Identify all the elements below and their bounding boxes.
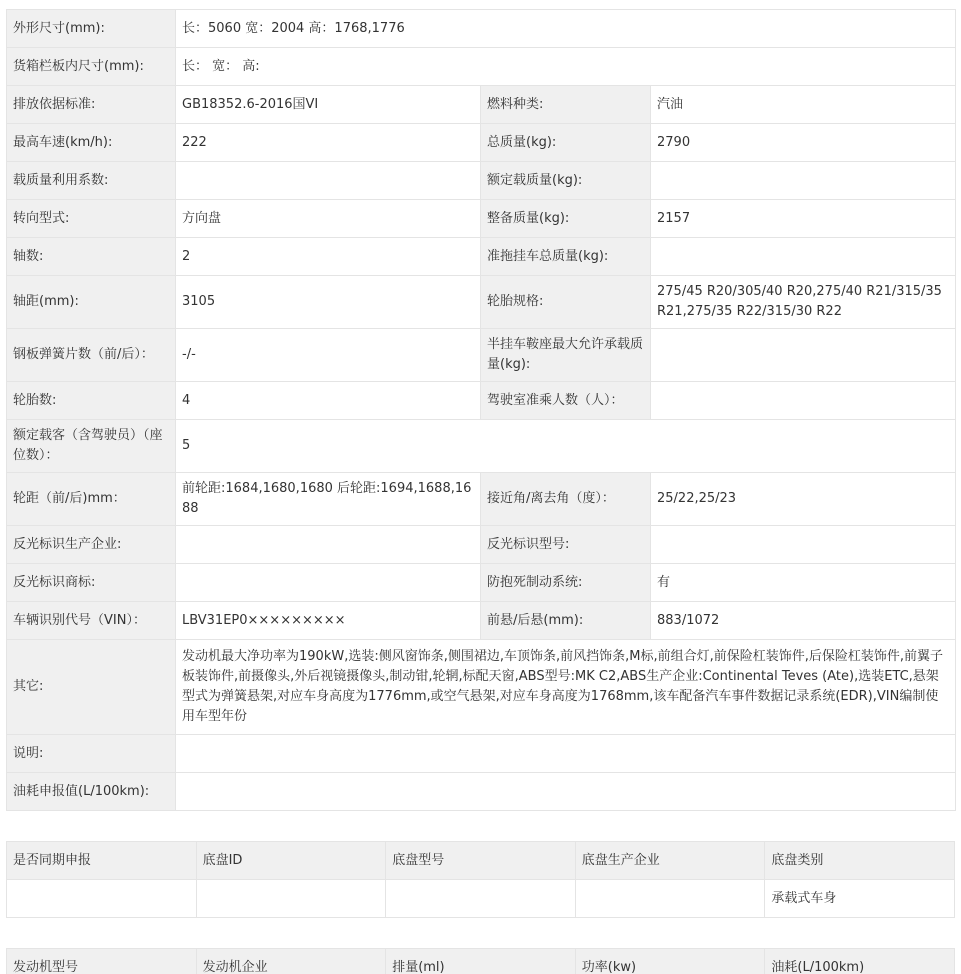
chassis-cell xyxy=(196,880,386,918)
chassis-header-cell: 底盘ID xyxy=(196,842,386,880)
max-speed-value: 222 xyxy=(176,124,481,162)
angles-label: 接近角/离去角（度）： xyxy=(481,473,651,526)
chassis-header-cell: 底盘型号 xyxy=(386,842,576,880)
dimensions-label: 外形尺寸(mm): xyxy=(7,10,176,48)
engine-header-cell: 发动机型号 xyxy=(7,949,197,974)
reflector-maker-label: 反光标识生产企业: xyxy=(7,526,176,564)
abs-value: 有 xyxy=(651,564,956,602)
curb-mass-label: 整备质量(kg): xyxy=(481,200,651,238)
engine-table xyxy=(6,948,955,974)
chassis-header-cell: 是否同期申报 xyxy=(7,842,197,880)
reflector-model-value xyxy=(651,526,956,564)
spec-row xyxy=(7,526,956,564)
vehicle-spec-page xyxy=(6,9,955,974)
spec-row xyxy=(7,382,956,420)
axles-label: 轴数: xyxy=(7,238,176,276)
rated-passengers-value: 5 xyxy=(176,420,956,473)
tire-count-value: 4 xyxy=(176,382,481,420)
vin-label: 车辆识别代号（VIN）： xyxy=(7,602,176,640)
spec-row xyxy=(7,162,956,200)
spec-row-rated-passengers xyxy=(7,420,956,473)
load-coeff-label: 载质量利用系数: xyxy=(7,162,176,200)
curb-mass-value: 2157 xyxy=(651,200,956,238)
engine-header-cell: 排量(ml) xyxy=(386,949,576,974)
spec-row-dimensions xyxy=(7,10,956,48)
table-row xyxy=(7,880,955,918)
angles-value: 25/22,25/23 xyxy=(651,473,956,526)
chassis-cell xyxy=(7,880,197,918)
other-label: 其它: xyxy=(7,640,176,735)
spec-row xyxy=(7,329,956,382)
trailer-mass-value xyxy=(651,238,956,276)
spec-row xyxy=(7,602,956,640)
leaf-springs-label: 钢板弹簧片数（前/后）： xyxy=(7,329,176,382)
gross-mass-label: 总质量(kg): xyxy=(481,124,651,162)
note-label: 说明: xyxy=(7,735,176,773)
cargo-box-value: 长： 宽： 高: xyxy=(176,48,956,86)
gross-mass-value: 2790 xyxy=(651,124,956,162)
chassis-table xyxy=(6,841,955,918)
spec-row xyxy=(7,276,956,329)
engine-header-cell: 功率(kw) xyxy=(575,949,765,974)
load-coeff-value xyxy=(176,162,481,200)
chassis-header-cell: 底盘类别 xyxy=(765,842,955,880)
fuel-type-value: 汽油 xyxy=(651,86,956,124)
trailer-mass-label: 准拖挂车总质量(kg): xyxy=(481,238,651,276)
abs-label: 防抱死制动系统: xyxy=(481,564,651,602)
saddle-load-value xyxy=(651,329,956,382)
steering-value: 方向盘 xyxy=(176,200,481,238)
note-value xyxy=(176,735,956,773)
reflector-maker-value xyxy=(176,526,481,564)
chassis-header-cell: 底盘生产企业 xyxy=(575,842,765,880)
dimensions-value: 长：5060 宽：2004 高：1768,1776 xyxy=(176,10,956,48)
emission-std-value: GB18352.6-2016国VI xyxy=(176,86,481,124)
rated-load-value xyxy=(651,162,956,200)
track-value: 前轮距:1684,1680,1680 后轮距:1694,1688,1688 xyxy=(176,473,481,526)
rated-load-label: 额定载质量(kg): xyxy=(481,162,651,200)
spec-row-fuel-consumption xyxy=(7,773,956,811)
engine-header-cell: 油耗(L/100km) xyxy=(765,949,955,974)
tire-spec-label: 轮胎规格: xyxy=(481,276,651,329)
spec-row xyxy=(7,473,956,526)
reflector-brand-value xyxy=(176,564,481,602)
wheelbase-value: 3105 xyxy=(176,276,481,329)
wheelbase-label: 轴距(mm): xyxy=(7,276,176,329)
chassis-cell: 承载式车身 xyxy=(765,880,955,918)
spec-row xyxy=(7,200,956,238)
rated-passengers-label: 额定载客（含驾驶员）（座位数）： xyxy=(7,420,176,473)
chassis-cell xyxy=(386,880,576,918)
spec-row-cargo-box xyxy=(7,48,956,86)
spec-table xyxy=(6,9,956,811)
spec-row-note xyxy=(7,735,956,773)
fuel-type-label: 燃料种类: xyxy=(481,86,651,124)
chassis-cell xyxy=(575,880,765,918)
emission-std-label: 排放依据标准: xyxy=(7,86,176,124)
tire-count-label: 轮胎数: xyxy=(7,382,176,420)
spec-row-other xyxy=(7,640,956,735)
overhang-value: 883/1072 xyxy=(651,602,956,640)
fuel-consumption-label: 油耗申报值(L/100km): xyxy=(7,773,176,811)
reflector-brand-label: 反光标识商标: xyxy=(7,564,176,602)
overhang-label: 前悬/后悬(mm): xyxy=(481,602,651,640)
spec-row xyxy=(7,238,956,276)
max-speed-label: 最高车速(km/h): xyxy=(7,124,176,162)
track-label: 轮距（前/后)mm： xyxy=(7,473,176,526)
axles-value: 2 xyxy=(176,238,481,276)
vin-value: LBV31EP0××××××××× xyxy=(176,602,481,640)
steering-label: 转向型式: xyxy=(7,200,176,238)
other-value: 发动机最大净功率为190kW,选装:侧风窗饰条,侧围裙边,车顶饰条,前风挡饰条,M标,前组合灯,前保险杠装饰件,后保险杠装饰件,前翼子板装饰件,前摄像头,外后视镜摄像头,制动钳,轮辋,标配天窗,ABS型号:MK C2,ABS生产企业:Continental Teves (Ate),选装ETC,悬架型式为弹簧悬架,对应车身高度为1776mm,或空气悬架,对应车身高度为1768mm,该车配备汽车事件数据记录系统(EDR),VIN编制使用车型年份 xyxy=(176,640,956,735)
fuel-consumption-value xyxy=(176,773,956,811)
saddle-load-label: 半挂车鞍座最大允许承载质量(kg): xyxy=(481,329,651,382)
engine-header-row xyxy=(7,949,955,974)
tire-spec-value: 275/45 R20/305/40 R20,275/40 R21/315/35 R21,275/35 R22/315/30 R22 xyxy=(651,276,956,329)
engine-header-cell: 发动机企业 xyxy=(196,949,386,974)
chassis-header-row xyxy=(7,842,955,880)
spec-row xyxy=(7,86,956,124)
cargo-box-label: 货箱栏板内尺寸(mm): xyxy=(7,48,176,86)
cab-passengers-value xyxy=(651,382,956,420)
leaf-springs-value: -/- xyxy=(176,329,481,382)
spec-row xyxy=(7,564,956,602)
spec-row xyxy=(7,124,956,162)
cab-passengers-label: 驾驶室准乘人数（人）： xyxy=(481,382,651,420)
reflector-model-label: 反光标识型号: xyxy=(481,526,651,564)
